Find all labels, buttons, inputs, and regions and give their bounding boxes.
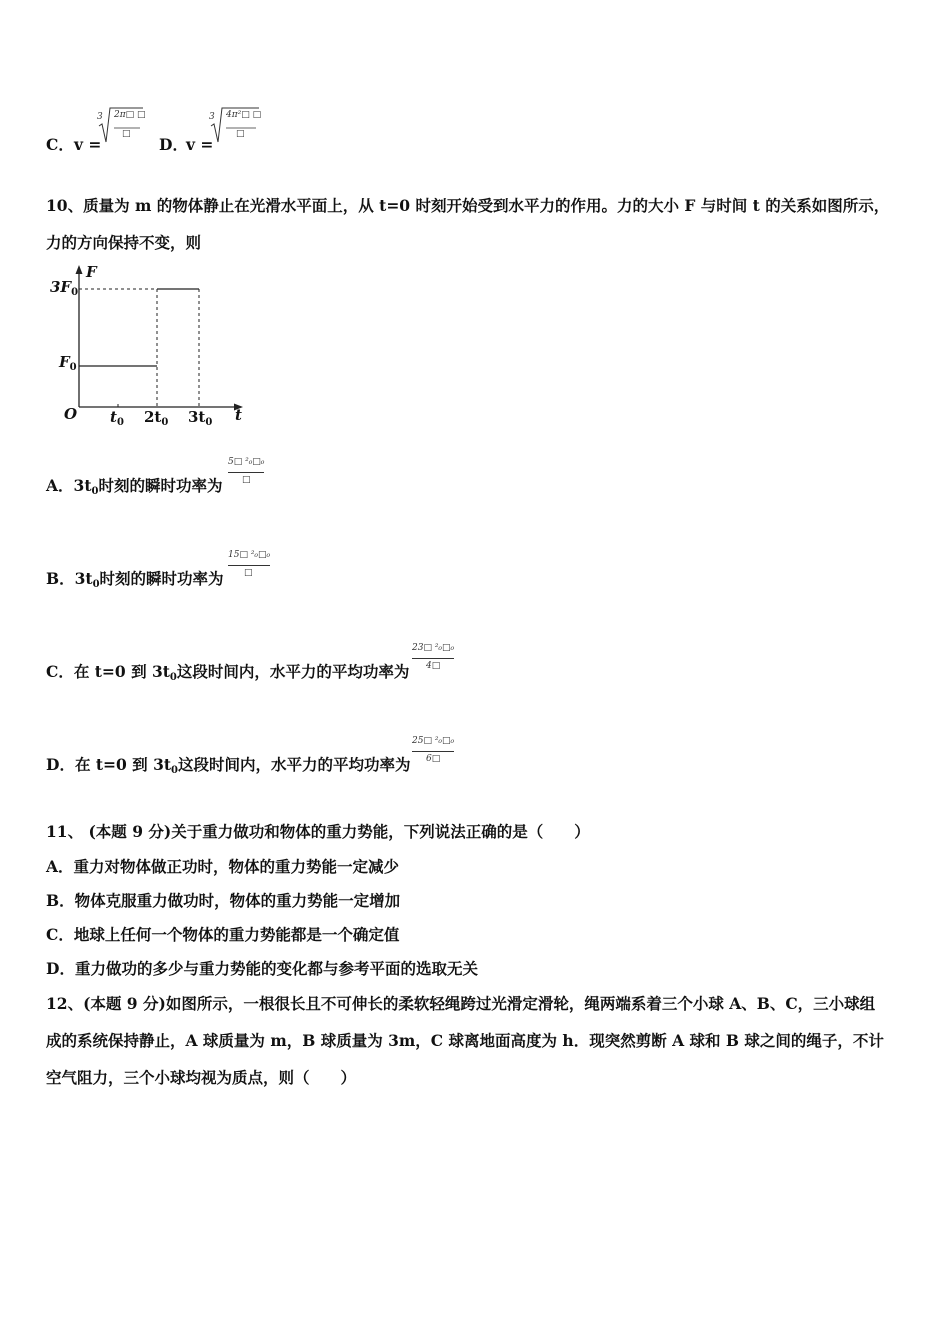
q10-option-c-text: C．在 t=0 到 $3t_0$这段时间内，水平力的平均功率为 — [46, 662, 410, 683]
q9-option-c-root-index: 3 — [97, 112, 103, 122]
q11-option-d: D．重力做功的多少与重力势能的变化都与参考平面的选取无关 — [46, 959, 478, 978]
q9-option-c-label: C． — [46, 135, 74, 154]
q11-option-c: C．地球上任何一个物体的重力势能都是一个确定值 — [46, 925, 400, 944]
graph-x-axis-label: t — [235, 406, 242, 424]
q9-option-d-root-index: 3 — [209, 112, 215, 122]
q9-option-d-lhs: v = — [186, 135, 214, 154]
q12-stem-line-2: 成的系统保持静止，A 球质量为 m，B 球质量为 3m，C 球离地面高度为 h．现突然剪断 A 球和 B 球之间的绳子，不计 — [46, 1031, 884, 1050]
graph-origin-label: O — [64, 405, 78, 423]
q9-option-c-numerator: 2π□ □ — [114, 110, 146, 120]
q10-option-d-text: D．在 t=0 到 $3t_0$这段时间内，水平力的平均功率为 — [46, 755, 411, 776]
q9-option-d-numerator: 4π²□ □ — [226, 110, 262, 120]
q10-option-a-fraction: 5□ ²₀□₀ □ — [228, 457, 265, 485]
q9-option-d-label: D． — [159, 135, 188, 154]
q12-stem-line-3: 空气阻力，三个小球均视为质点，则（ ） — [46, 1068, 357, 1087]
q9-option-d-denominator: □ — [236, 129, 245, 139]
graph-y-tick-3f0: $3F_0$ — [50, 278, 79, 298]
q10-option-b-fraction: 15□ ²₀□₀ □ — [228, 550, 271, 578]
q10-stem-line-1: 10、质量为 m 的物体静止在光滑水平面上，从 t=0 时刻开始受到水平力的作用。力的大小 F 与时间 t 的关系如图所示， — [46, 196, 890, 215]
q11-option-a: A．重力对物体做正功时，物体的重力势能一定减少 — [46, 857, 400, 876]
q12-stem-line-1: 12、(本题 9 分)如图所示，一根很长且不可伸长的柔软轻绳跨过光滑定滑轮，绳两端系着三个小球 A、B、C，三小球组 — [46, 994, 876, 1013]
graph-y-axis-label: F — [86, 263, 97, 281]
q11-option-b: B．物体克服重力做功时，物体的重力势能一定增加 — [46, 891, 401, 910]
q10-option-b-text: B．$3t_0$时刻的瞬时功率为 — [46, 569, 224, 590]
q10-option-d-fraction: 25□ ²₀□₀ 6□ — [412, 736, 455, 764]
q10-force-time-graph — [40, 262, 260, 434]
q9-option-c-denominator: □ — [122, 129, 131, 139]
graph-x-tick-2t0: $2t_0$ — [144, 408, 169, 428]
q11-stem: 11、 (本题 9 分)关于重力做功和物体的重力势能，下列说法正确的是（ ） — [46, 822, 590, 841]
graph-x-tick-3t0: $3t_0$ — [188, 408, 213, 428]
q10-stem-line-2: 力的方向保持不变，则 — [46, 233, 202, 252]
graph-x-tick-t0: $t_0$ — [110, 408, 124, 428]
q10-option-c-fraction: 23□ ²₀□₀ 4□ — [412, 643, 455, 671]
graph-y-tick-f0: $F_0$ — [59, 353, 77, 373]
q9-option-c-lhs: v = — [74, 135, 102, 154]
q10-option-a-text: A．$3t_0$时刻的瞬时功率为 — [46, 476, 223, 497]
